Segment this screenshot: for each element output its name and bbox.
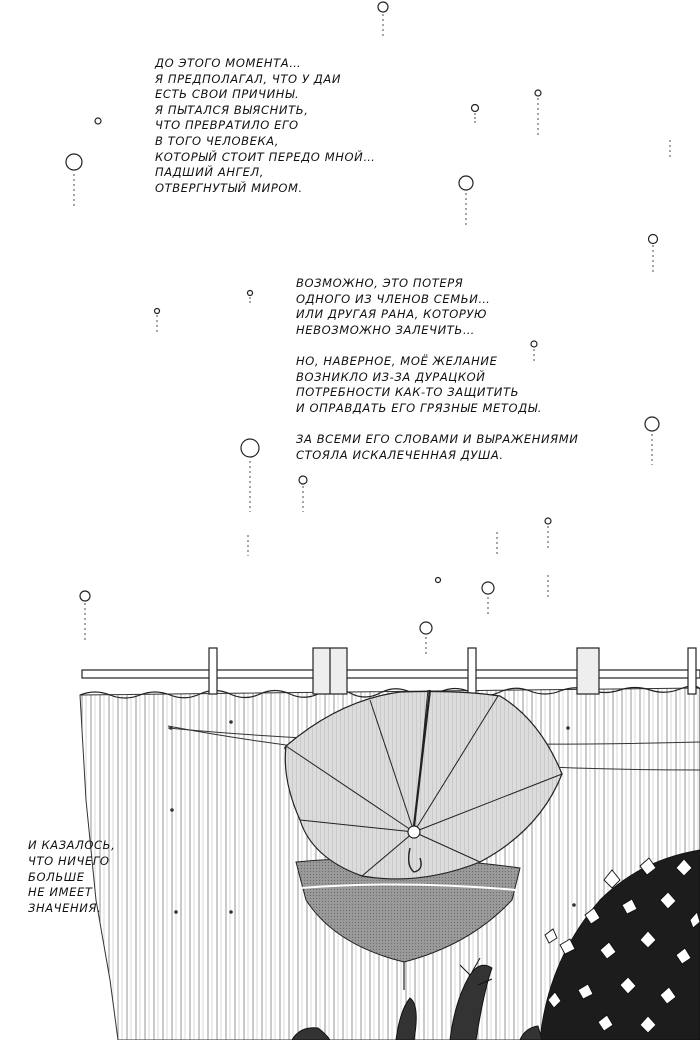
raindrop bbox=[459, 176, 473, 190]
narration-line: ЧТО ПРЕВРАТИЛО ЕГО bbox=[155, 118, 299, 133]
raindrop bbox=[80, 591, 90, 601]
narration-box-top bbox=[155, 56, 375, 196]
narration-line: ОДНОГО ИЗ ЧЛЕНОВ СЕМЬИ… bbox=[296, 291, 491, 306]
narration-line: КОТОРЫЙ СТОИТ ПЕРЕДО МНОЙ… bbox=[155, 149, 376, 164]
raindrop bbox=[535, 90, 541, 96]
raindrop bbox=[299, 476, 307, 484]
narration-line: ДО ЭТОГО МОМЕНТА… bbox=[155, 56, 302, 70]
narration-line: И ОПРАВДАТЬ ЕГО ГРЯЗНЫЕ МЕТОДЫ. bbox=[296, 400, 543, 415]
raindrop bbox=[66, 154, 82, 170]
raindrop bbox=[420, 622, 432, 634]
narration-line: Я ПЫТАЛСЯ ВЫЯСНИТЬ, bbox=[155, 102, 309, 117]
narration-line: ОТВЕРГНУТЫЙ МИРОМ. bbox=[155, 180, 303, 195]
narration-line: Я ПРЕДПОЛАГАЛ, ЧТО У ДАИ bbox=[155, 71, 342, 86]
raindrop bbox=[155, 309, 160, 314]
raindrop bbox=[248, 291, 253, 296]
raindrop bbox=[436, 578, 441, 583]
narration-line: ВОЗНИКЛО ИЗ-ЗА ДУРАЦКОЙ bbox=[296, 369, 486, 384]
raindrop bbox=[645, 417, 659, 431]
fence-rail bbox=[82, 648, 700, 694]
narration-line: ВОЗМОЖНО, ЭТО ПОТЕРЯ bbox=[296, 276, 464, 290]
narration-line: ЗА ВСЕМИ ЕГО СЛОВАМИ И ВЫРАЖЕНИЯМИ bbox=[296, 431, 579, 446]
narration-box-middle bbox=[296, 276, 579, 463]
narration-line: НЕВОЗМОЖНО ЗАЛЕЧИТЬ… bbox=[296, 322, 475, 337]
narration-line: ПОТРЕБНОСТИ КАК-ТО ЗАЩИТИТЬ bbox=[296, 385, 520, 400]
raindrop bbox=[95, 118, 101, 124]
narration-line: ЧТО НИЧЕГО bbox=[28, 853, 110, 868]
narration-line: ЗНАЧЕНИЯ. bbox=[28, 901, 102, 916]
raindrop bbox=[378, 2, 388, 12]
narration-line: ИЛИ ДРУГАЯ РАНА, КОТОРУЮ bbox=[296, 307, 488, 322]
narration-line: НО, НАВЕРНОЕ, МОЁ ЖЕЛАНИЕ bbox=[296, 353, 498, 368]
narration-box-bottom bbox=[28, 838, 115, 917]
raindrop bbox=[241, 439, 259, 457]
narration-line: НЕ ИМЕЕТ bbox=[28, 885, 93, 900]
raindrop bbox=[545, 518, 551, 524]
narration-line: БОЛЬШЕ bbox=[28, 869, 85, 884]
narration-line: ПАДШИЙ АНГЕЛ, bbox=[155, 165, 264, 180]
raindrop bbox=[649, 235, 658, 244]
raindrop bbox=[472, 105, 479, 112]
paragraph-gap bbox=[296, 416, 579, 432]
raindrop bbox=[482, 582, 494, 594]
narration-line: В ТОГО ЧЕЛОВЕКА, bbox=[155, 133, 280, 148]
narration-line: СТОЯЛА ИСКАЛЕЧЕННАЯ ДУША. bbox=[296, 447, 504, 462]
narration-line: И КАЗАЛОСЬ, bbox=[28, 838, 116, 852]
narration-line: ЕСТЬ СВОИ ПРИЧИНЫ. bbox=[155, 87, 300, 102]
paragraph-gap bbox=[296, 338, 579, 354]
